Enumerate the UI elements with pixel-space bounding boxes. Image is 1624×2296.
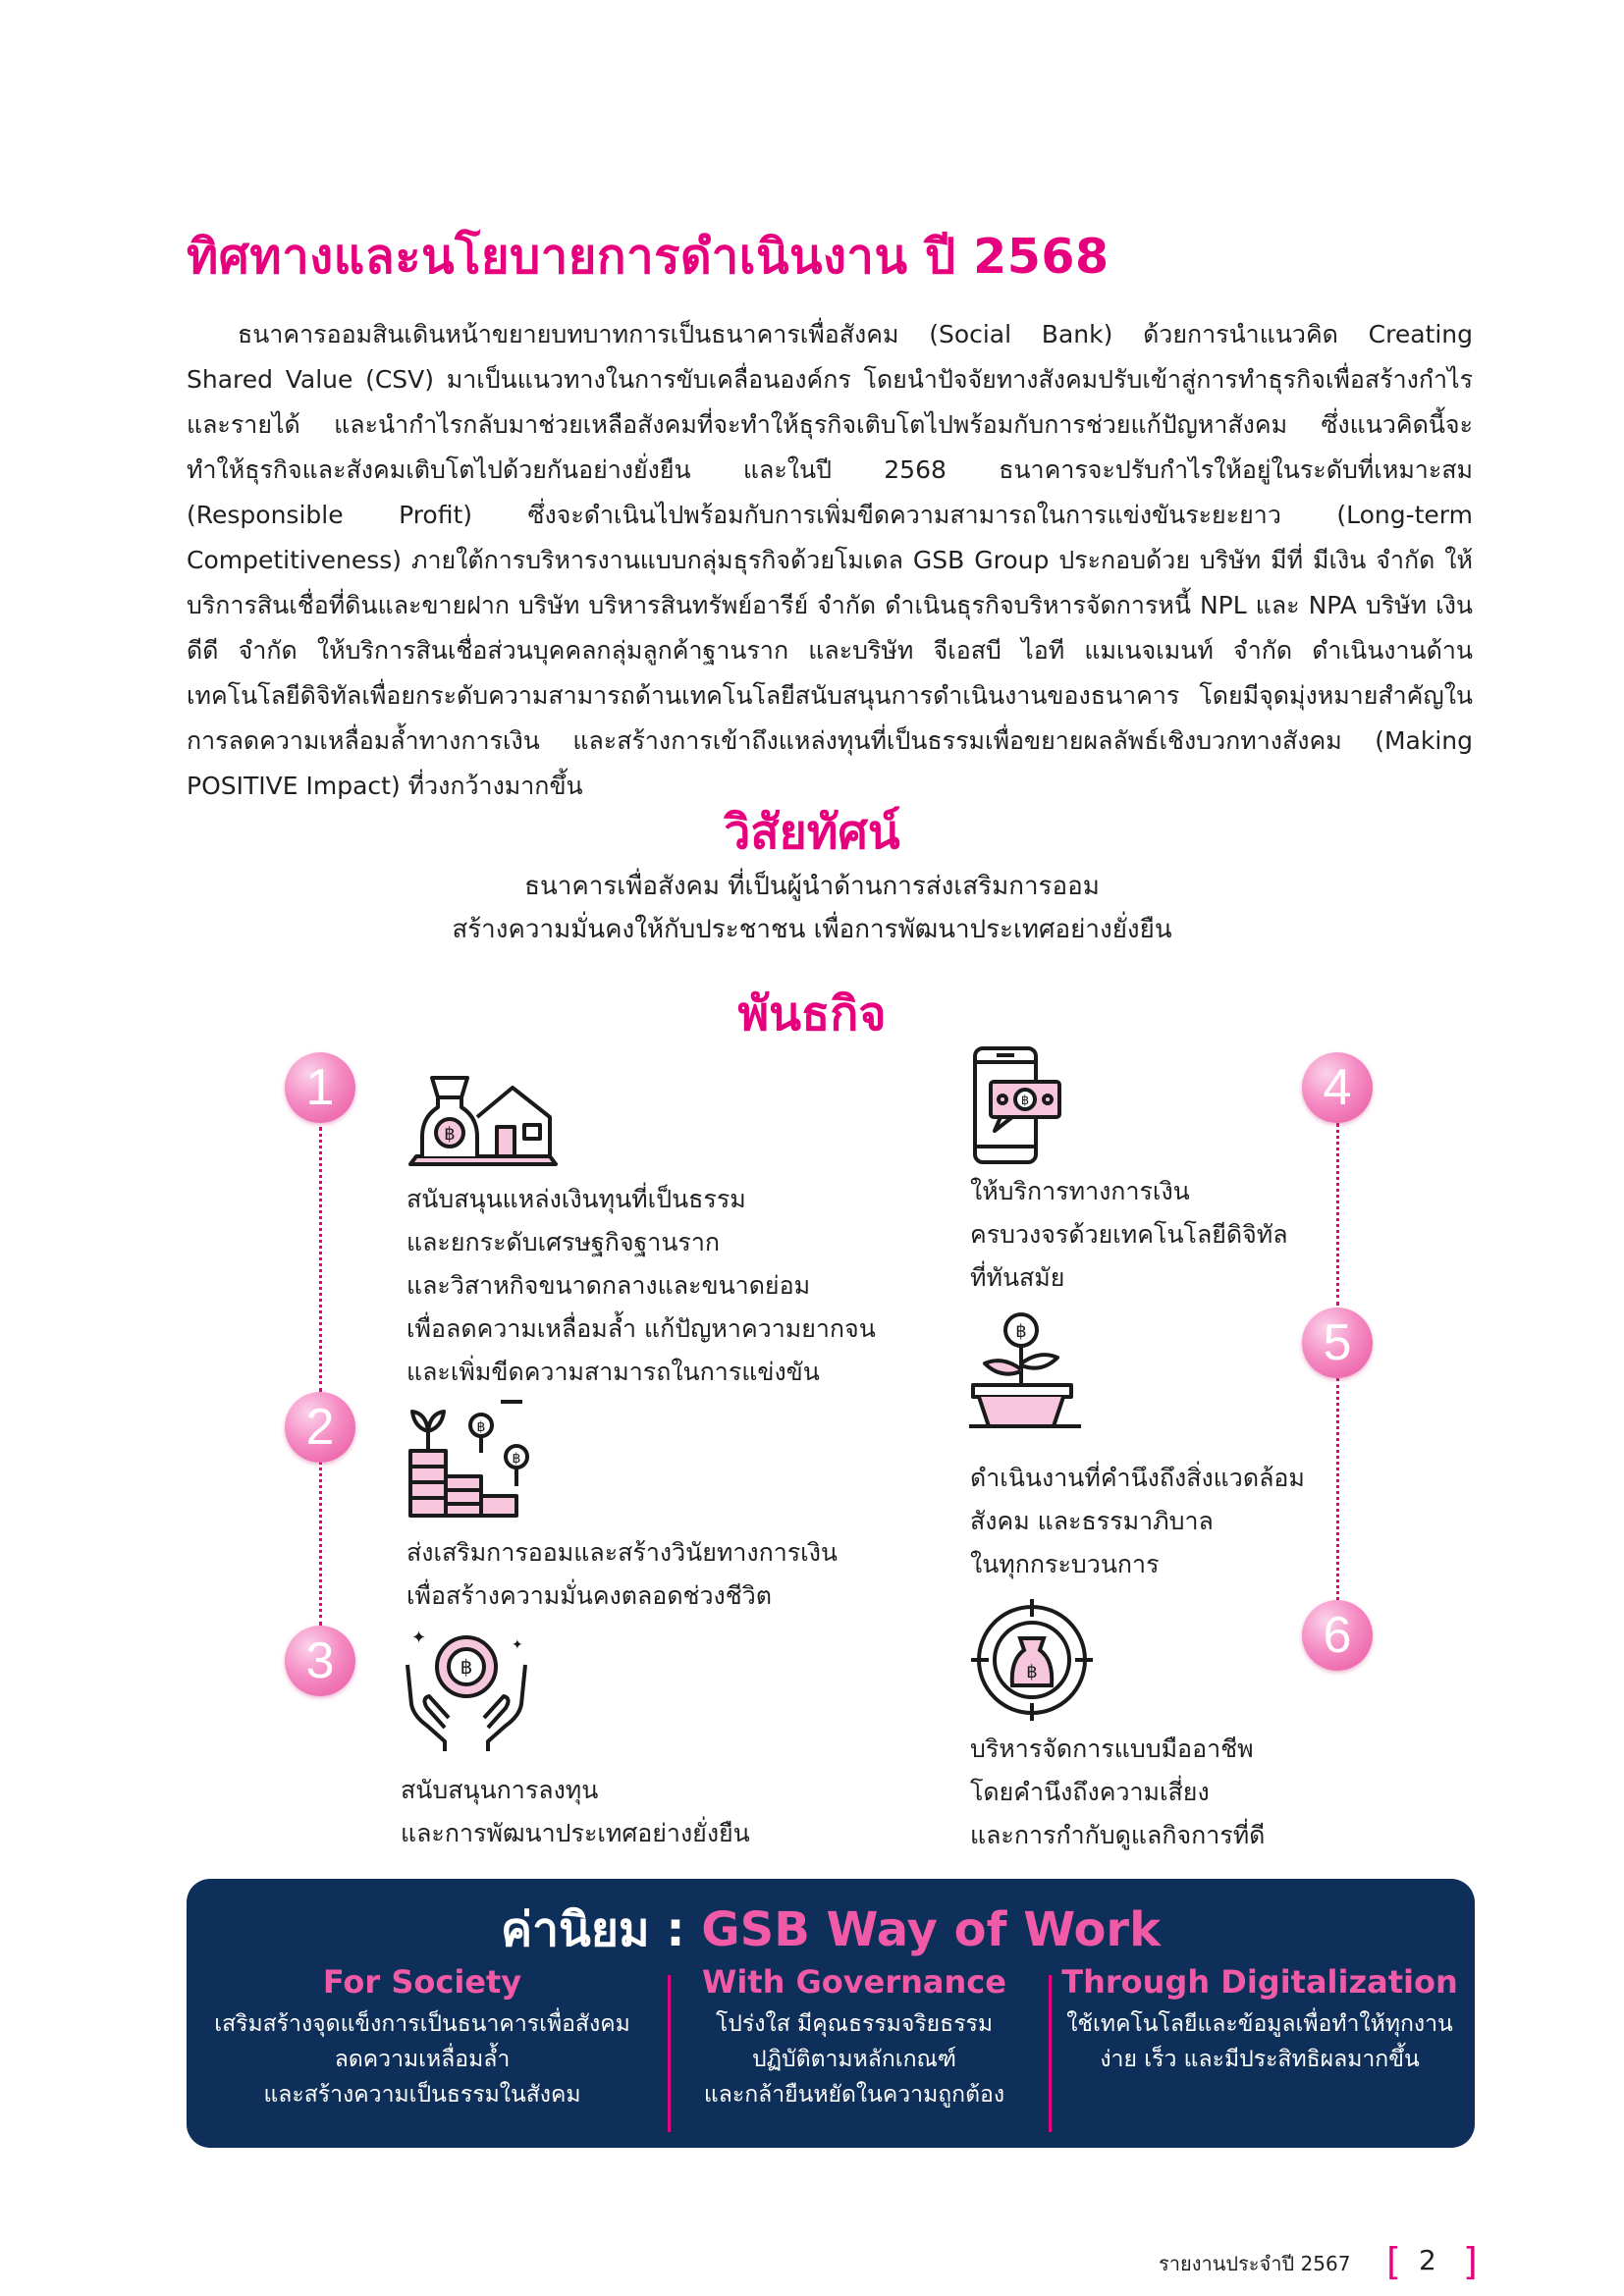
page-number: 2 — [1419, 2244, 1436, 2276]
mission-number-2: 2 — [285, 1392, 355, 1463]
mission-connector-left-1 — [319, 1127, 322, 1392]
page-title: ทิศทางและนโยบายการดำเนินงาน ปี 2568 — [187, 229, 1110, 285]
mission-text-3: สนับสนุนการลงทุน และการพัฒนาประเทศอย่างยั่งยืน — [401, 1776, 750, 1847]
svg-text:฿: ฿ — [1015, 1321, 1027, 1342]
value-column-digitalization: Through Digitalization ใช้เทคโนโลยีและข้อมูลเพื่อทำให้ทุกงาน ง่าย เร็ว และมีประสิทธิผลมากขึ้น — [1058, 1963, 1461, 2077]
mobile-banking-icon — [967, 1042, 1134, 1170]
growing-savings-icon — [403, 1392, 569, 1520]
footer-report-label: รายงานประจำปี 2567 — [1159, 2252, 1351, 2275]
target-money-bag-icon — [967, 1595, 1134, 1723]
hands-coin-icon — [398, 1626, 565, 1753]
mission-text-1: สนับสนุนแหล่งเงินทุนที่เป็นธรรม และยกระดับเศรษฐกิจฐานราก และวิสาหกิจขนาดกลางและขนาดย่อม เพื่อลดความเหลื่อมล้ำ แก้ปัญหาความยากจน และเพิ่มขีดความสามารถในการแข่งขัน — [406, 1185, 876, 1386]
mission-number-4: 4 — [1302, 1052, 1373, 1123]
mission-number-1: 1 — [285, 1052, 355, 1123]
values-divider-2 — [1049, 1975, 1052, 2132]
vision-line-2: สร้างความมั่นคงให้กับประชาชน เพื่อการพัฒนาประเทศอย่างยั่งยืน — [452, 915, 1172, 944]
mission-text-5: ดำเนินงานที่คำนึงถึงสิ่งแวดล้อม สังคม และธรรมาภิบาล ในทุกกระบวนการ — [970, 1464, 1305, 1578]
footer-bracket-right: ] — [1463, 2240, 1478, 2283]
vision-heading: วิสัยทัศน์ — [724, 805, 900, 860]
svg-text:฿: ฿ — [444, 1124, 456, 1145]
value-heading-digitalization: Through Digitalization — [1061, 1963, 1458, 2001]
svg-text:฿: ฿ — [460, 1655, 473, 1679]
mission-number-3: 3 — [285, 1626, 355, 1696]
svg-text:✦: ✦ — [512, 1637, 523, 1653]
mission-connector-right-1 — [1336, 1123, 1339, 1306]
mission-text-6: บริหารจัดการแบบมืออาชีพ โดยคำนึงถึงความเสี่ยง และการกำกับดูแลกิจการที่ดี — [970, 1735, 1266, 1849]
footer-bracket-left: [ — [1386, 2240, 1401, 2283]
mission-number-5: 5 — [1302, 1308, 1373, 1378]
svg-text:฿: ฿ — [1026, 1662, 1038, 1682]
values-title: ค่านิยม : GSB Way of Work — [500, 1902, 1162, 1957]
mission-text-4: ให้บริการทางการเงิน ครบวงจรด้วยเทคโนโลยีดิจิทัล ที่ทันสมัย — [970, 1177, 1288, 1292]
svg-text:฿: ฿ — [1020, 1094, 1030, 1108]
value-heading-governance: With Governance — [702, 1963, 1006, 2001]
mission-number-6: 6 — [1302, 1600, 1373, 1671]
intro-paragraph: ธนาคารออมสินเดินหน้าขยายบทบาทการเป็นธนาคารเพื่อสังคม (Social Bank) ด้วยการนำแนวคิด Creating Shared Value (CSV) มาเป็นแนวทางในการขับเคลื่อนองค์กร โดยนำปัจจัยทางสังคมปรับเข้าสู่การทำธุรกิจเพื่อสร้างกำไรและรายได้ และนำกำไรกลับมาช่วยเหลือสังคมที่จะทำให้ธุรกิจเติบโตไปพร้อมกับการช่วยแก้ปัญหาสังคม ซึ่งแนวคิดนี้จะทำให้ธุรกิจและสังคมเติบโตไปด้วยกันอย่างยั่งยืน และในปี 2568 ธนาคารจะปรับกำไรให้อยู่ในระดับที่เหมาะสม (Responsible Profit) ซึ่งจะดำเนินไปพร้อมกับการเพิ่มขีดความสามารถในการแข่งขันระยะยาว (Long-term Competitiveness) ภายใต้การบริหารงานแบบกลุ่มธุรกิจด้วยโมเดล GSB Group ประกอบด้วย บริษัท มีที่ มีเงิน จำกัด ให้บริการสินเชื่อที่ดินและขายฝาก บริษัท บริหารสินทรัพย์อารีย์ จำกัด ดำเนินธุรกิจบริหารจัดการหนี้ NPL และ NPA บริษัท เงินดีดี จำกัด ให้บริการสินเชื่อส่วนบุคคลกลุ่มลูกค้าฐานราก และบริษัท จีเอสบี ไอที แมเนจเมนท์ จำกัด ดำเนินงานด้านเทคโนโลยีดิจิทัลเพื่อยกระดับความสามารถด้านเทคโนโลยีสนับสนุนการดำเนินงานของธนาคาร โดยมีจุดมุ่งหมายสำคัญในการลดความเหลื่อมล้ำทางการเงิน และสร้างการเข้าถึงแหล่งทุนที่เป็นธรรมเพื่อขยายผลลัพธ์เชิงบวกทางสังคม (Making POSITIVE Impact) ที่วงกว้างมากขึ้น — [187, 320, 1473, 800]
value-column-governance: With Governance โปร่งใส มีคุณธรรมจริยธรรม ปฏิบัติตามหลักเกณฑ์ และกล้ายืนหยัดในความถูกต้อง — [677, 1963, 1031, 2112]
svg-text:฿: ฿ — [476, 1419, 486, 1435]
value-heading-society: For Society — [322, 1963, 522, 2001]
mission-text-2: ส่งเสริมการออมและสร้างวินัยทางการเงิน เพื่อสร้างความมั่นคงตลอดช่วงชีวิต — [406, 1538, 839, 1610]
money-bag-house-icon — [403, 1048, 569, 1176]
value-column-society: For Society เสริมสร้างจุดแข็งการเป็นธนาคารเพื่อสังคม ลดความเหลื่อมล้ำ และสร้างความเป็นธรรมในสังคม — [201, 1963, 643, 2112]
svg-text:✦: ✦ — [411, 1628, 427, 1648]
svg-text:฿: ฿ — [512, 1451, 521, 1467]
values-divider-1 — [668, 1975, 671, 2132]
mission-connector-right-2 — [1336, 1378, 1339, 1600]
vision-line-1: ธนาคารเพื่อสังคม ที่เป็นผู้นำด้านการส่งเสริมการออม — [524, 872, 1100, 901]
mission-connector-left-2 — [319, 1461, 322, 1626]
mission-heading: พันธกิจ — [737, 987, 887, 1041]
money-plant-icon — [967, 1301, 1134, 1428]
